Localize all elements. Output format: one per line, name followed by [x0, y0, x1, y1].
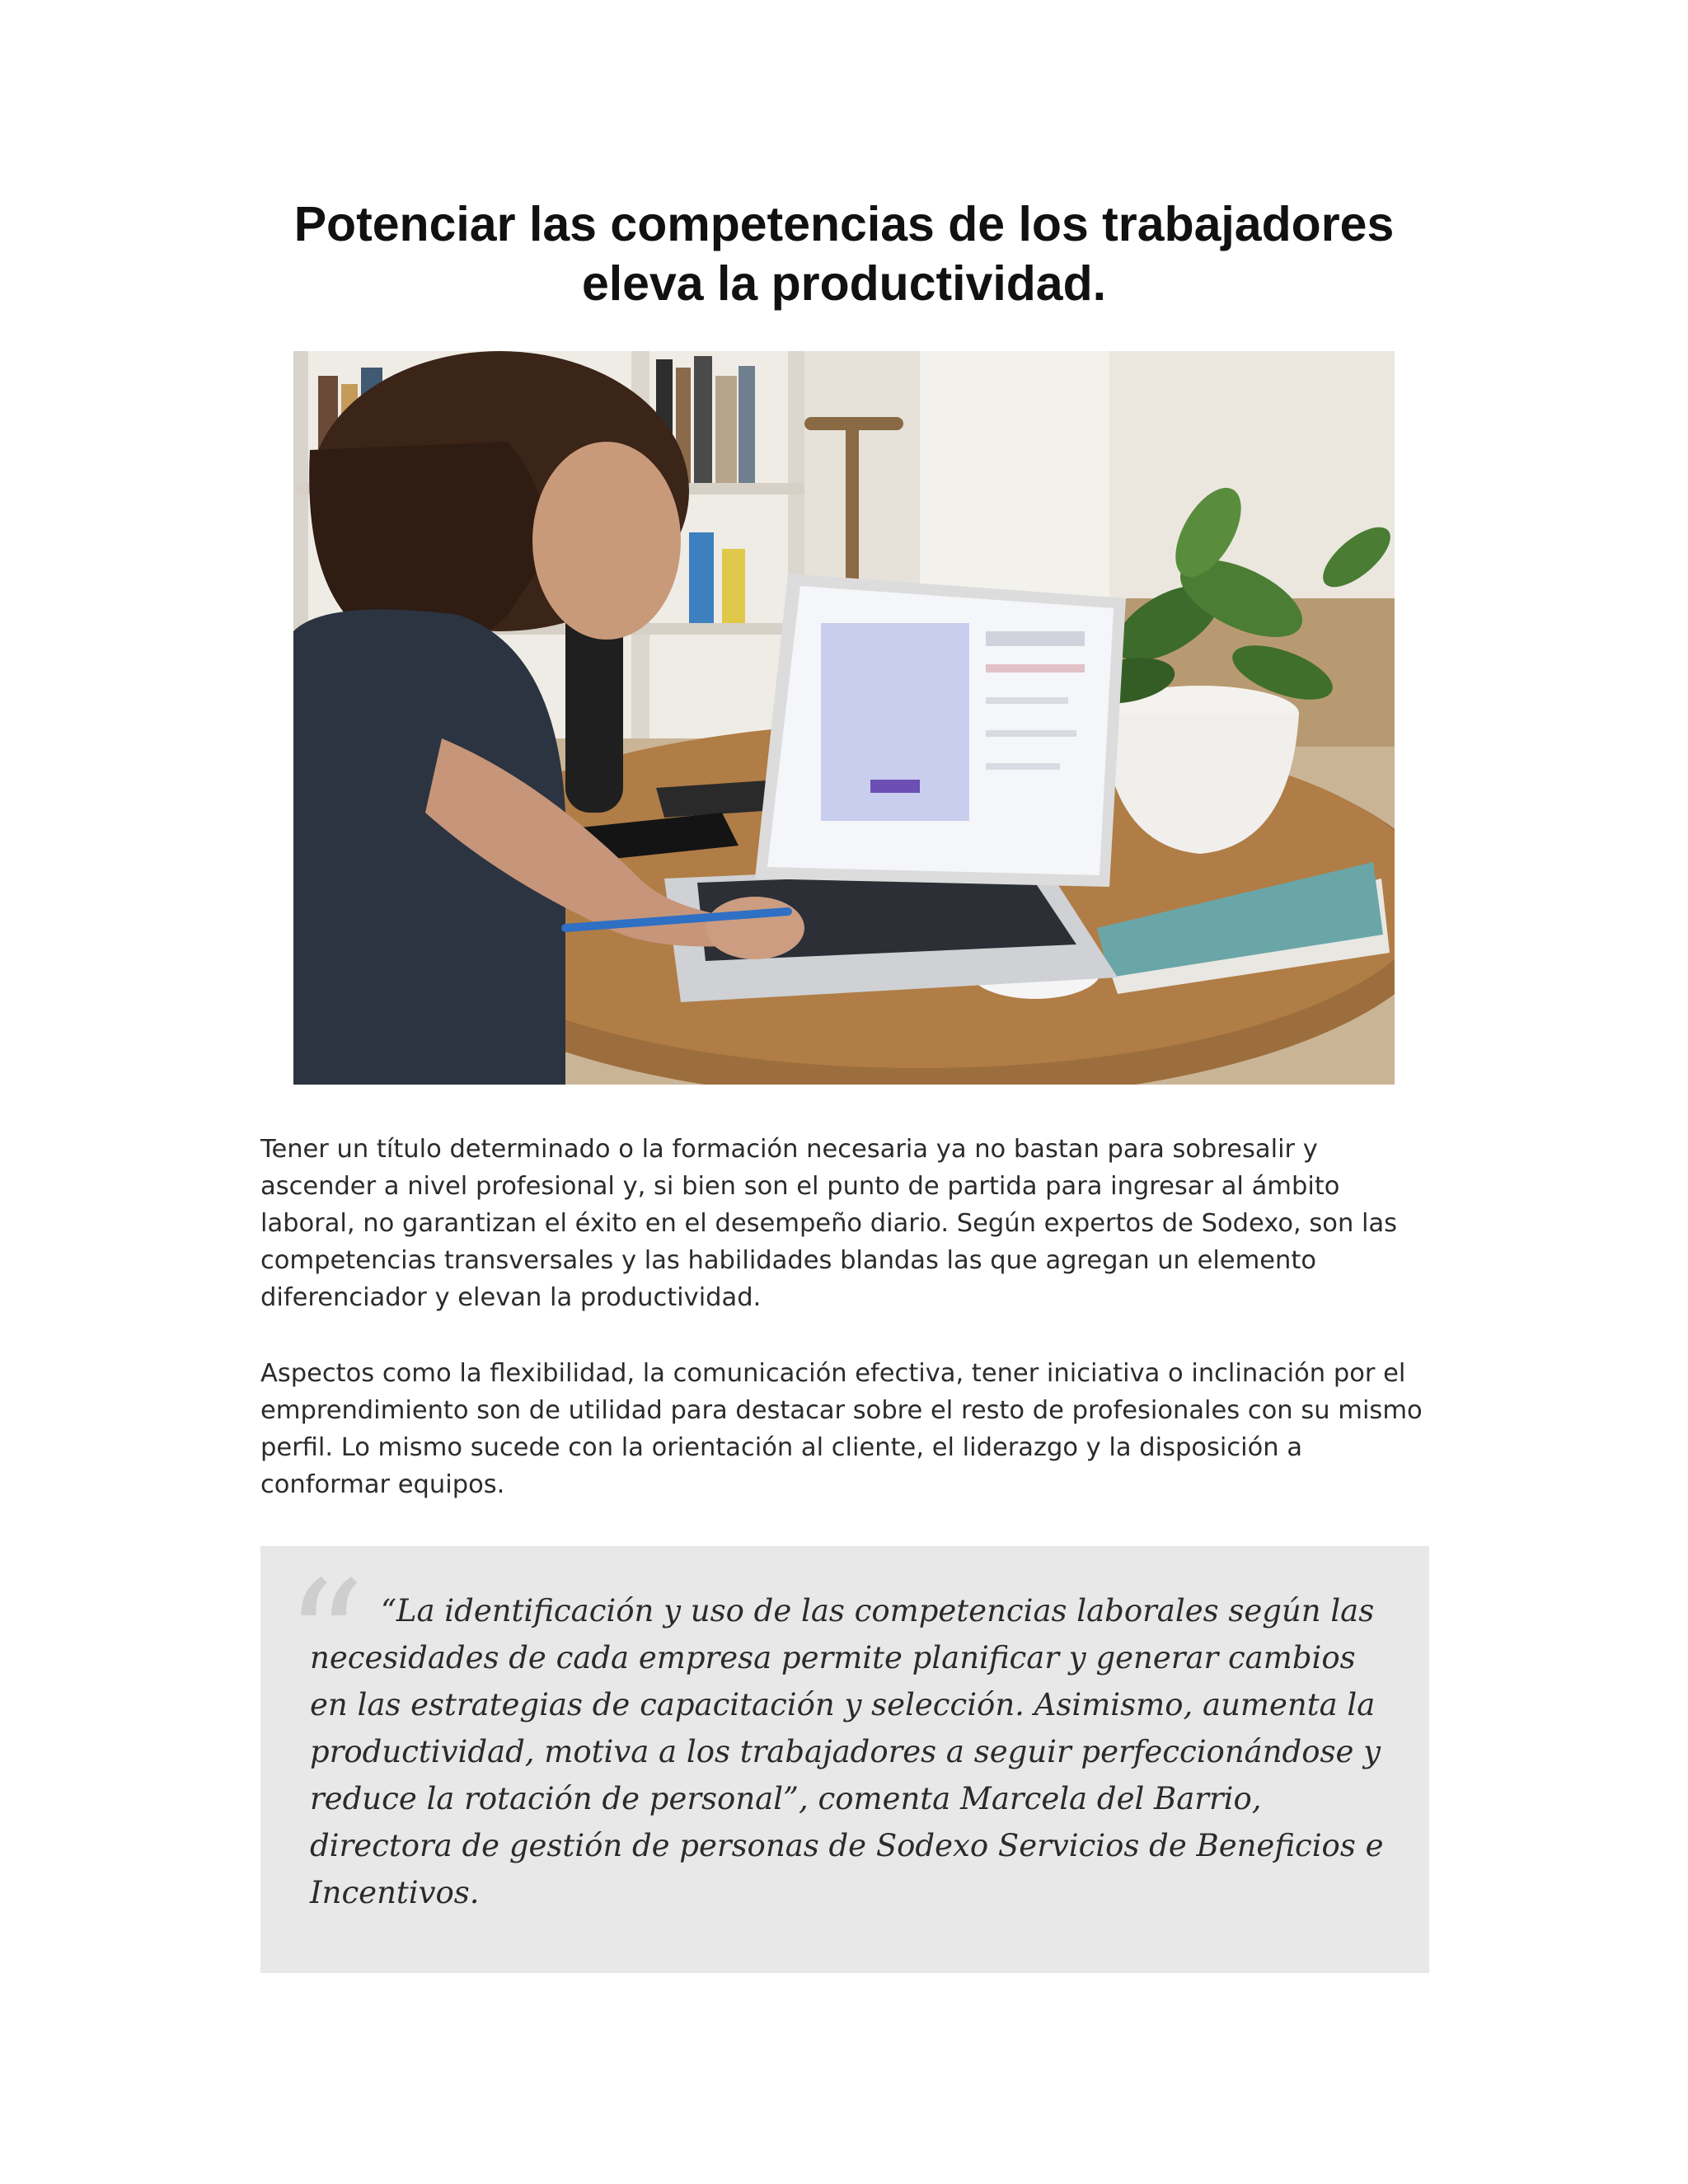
article-title-line-1: Potenciar las competencias de los trabajadores	[293, 197, 1395, 251]
article-photo	[293, 351, 1395, 1085]
paragraph-1: Tener un título determinado o la formación necesaria ya no bastan para sobresalir y ascender a nivel profesional y, si bien son el punto de partida para ingresar al ámbito laboral, no garantizan el éxito en el desempeño diario. Según expertos de Sodexo, son las competencias transversales y las habilidades blandas las que agregan un elemento diferenciador y elevan la productividad.	[260, 1135, 1398, 1312]
woman-working-on-laptop-illustration	[293, 351, 1395, 1085]
pull-quote-text: “La identificación y uso de las competencias laborales según las necesidades de cada empresa permite planificar y generar cambios en las estrategias de capacitación y selección. Asimismo, aumenta la productividad, motiva a los trabajadores a seguir perfeccionándose y reduce la rotación de personal”, comenta Marcela del Barrio, directora de gestión de personas de Sodexo Servicios de Beneficios e Incentivos.	[310, 1593, 1384, 1910]
paragraph-2: Aspectos como la flexibilidad, la comunicación efectiva, tener iniciativa o inclinación por el emprendimiento son de utilidad para destacar sobre el resto de profesionales con su mismo perfil. Lo mismo sucede con la orientación al cliente, el liderazgo y la disposición a conformar equipos.	[260, 1359, 1423, 1499]
pull-quote-box	[260, 1546, 1429, 1973]
quote-mark-icon: “	[285, 1548, 366, 1730]
article-title-line-2: eleva la productividad.	[581, 256, 1107, 311]
article-title	[0, 194, 1688, 313]
